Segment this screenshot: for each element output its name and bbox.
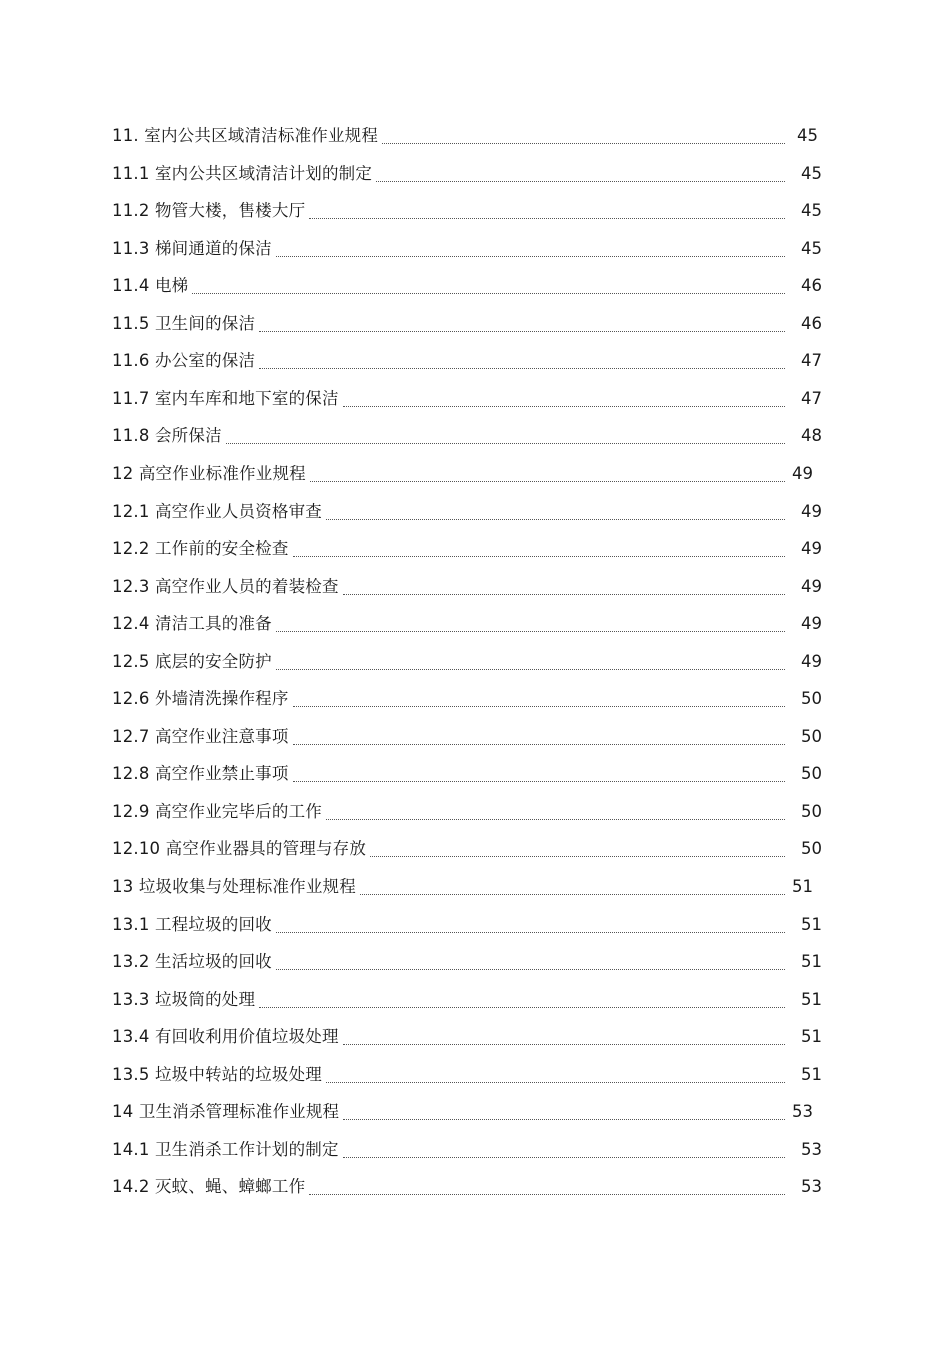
toc-entry[interactable] [0,1177,950,1205]
toc-entry-title: 13 垃圾收集与处理标准作业规程 [112,877,356,896]
toc-entry-page-number: 45 [797,126,818,145]
toc-entry-page-number: 51 [792,877,813,896]
toc-entry[interactable] [0,839,950,867]
toc-dot-leader [309,1194,785,1195]
toc-dot-leader [226,443,785,444]
toc-dot-leader [259,368,785,369]
toc-entry[interactable] [0,1065,950,1093]
toc-entry-title: 13.1 工程垃圾的回收 [112,914,272,934]
toc-entry-title: 12.3 高空作业人员的着装检查 [112,576,339,596]
toc-entry-page-number: 49 [801,614,822,634]
toc-dot-leader [276,669,785,670]
toc-entry-page-number: 50 [801,726,822,746]
toc-dot-leader [360,894,785,895]
toc-dot-leader [370,856,785,857]
toc-dot-leader [343,1044,785,1045]
toc-entry-title: 12.4 清洁工具的准备 [112,614,272,634]
toc-entry-page-number: 51 [801,1027,822,1047]
toc-entry-title: 11.3 梯间通道的保洁 [112,238,272,258]
toc-dot-leader [343,1119,785,1120]
toc-entry-page-number: 46 [801,276,822,296]
toc-entry-page-number: 49 [801,651,822,671]
toc-entry[interactable] [0,1027,950,1055]
toc-entry-title: 12.9 高空作业完毕后的工作 [112,801,322,821]
toc-dot-leader [343,406,785,407]
toc-entry-page-number: 50 [801,689,822,709]
toc-dot-leader [326,519,785,520]
toc-entry[interactable] [0,802,950,830]
toc-entry[interactable] [0,314,950,342]
toc-entry[interactable] [0,764,950,792]
toc-entry-page-number: 51 [801,952,822,972]
toc-entry-page-number: 50 [801,839,822,859]
toc-entry-page-number: 49 [792,463,813,483]
toc-entry-title: 13.2 生活垃圾的回收 [112,952,272,972]
toc-entry-page-number: 50 [801,764,822,784]
toc-entry[interactable] [0,614,950,642]
toc-dot-leader [276,932,785,933]
toc-entry-page-number: 45 [801,238,822,258]
toc-entry-title: 11.4 电梯 [112,276,189,296]
toc-entry-page-number: 51 [801,989,822,1009]
toc-entry-title: 12.1 高空作业人员资格审查 [112,501,322,521]
toc-entry-title: 12 高空作业标准作业规程 [112,463,306,483]
toc-dot-leader [309,218,785,219]
toc-dot-leader [293,744,785,745]
toc-entry-title: 11. 室内公共区域清洁标准作业规程 [112,126,379,145]
toc-entry-page-number: 50 [801,801,822,821]
toc-dot-leader [293,706,785,707]
toc-entry[interactable] [0,1102,950,1130]
toc-entry-title: 12.6 外墙清洗操作程序 [112,689,289,709]
toc-entry-page-number: 46 [801,313,822,333]
toc-entry-page-number: 45 [801,201,822,221]
toc-entry[interactable] [0,915,950,943]
toc-entry[interactable] [0,877,950,905]
toc-dot-leader [326,1082,785,1083]
toc-entry[interactable] [0,952,950,980]
toc-entry[interactable] [0,502,950,530]
toc-entry-page-number: 47 [801,351,822,371]
toc-entry-page-number: 47 [801,388,822,408]
toc-entry[interactable] [0,239,950,267]
toc-dot-leader [293,556,785,557]
toc-dot-leader [276,256,785,257]
toc-entry-title: 11.8 会所保洁 [112,426,222,446]
toc-entry[interactable] [0,689,950,717]
toc-entry-page-number: 53 [801,1177,822,1197]
toc-entry-title: 12.2 工作前的安全检查 [112,539,289,559]
toc-dot-leader [382,143,785,144]
toc-entry[interactable] [0,276,950,304]
toc-entry-title: 11.2 物管大楼，售楼大厅 [112,201,306,221]
toc-entry-page-number: 45 [801,163,822,183]
toc-entry-title: 11.6 办公室的保洁 [112,351,256,371]
toc-entry[interactable] [0,1140,950,1168]
toc-entry-page-number: 51 [801,1064,822,1084]
toc-entry-title: 14.2 灭蚊、蝇、蟑螂工作 [112,1177,306,1197]
toc-entry-page-number: 53 [801,1139,822,1159]
toc-entry-title: 12.8 高空作业禁止事项 [112,764,289,784]
toc-entry[interactable] [0,389,950,417]
toc-dot-leader [343,594,785,595]
toc-dot-leader [376,181,785,182]
toc-entry-page-number: 49 [801,539,822,559]
toc-dot-leader [259,331,785,332]
toc-entry-title: 12.7 高空作业注意事项 [112,726,289,746]
toc-entry[interactable] [0,126,950,154]
toc-entry[interactable] [0,539,950,567]
toc-entry[interactable] [0,727,950,755]
toc-dot-leader [326,819,785,820]
toc-dot-leader [276,631,785,632]
toc-entry[interactable] [0,426,950,454]
toc-entry-title: 11.5 卫生间的保洁 [112,313,256,333]
toc-dot-leader [310,481,785,482]
toc-entry[interactable] [0,201,950,229]
toc-entry[interactable] [0,351,950,379]
toc-dot-leader [259,1007,785,1008]
toc-entry[interactable] [0,652,950,680]
toc-entry-page-number: 49 [801,501,822,521]
toc-entry[interactable] [0,164,950,192]
toc-entry-title: 11.7 室内车库和地下室的保洁 [112,388,339,408]
toc-entry-page-number: 48 [801,426,822,446]
toc-entry-page-number: 49 [801,576,822,596]
toc-dot-leader [343,1157,785,1158]
toc-dot-leader [293,781,785,782]
toc-entry-title: 14 卫生消杀管理标准作业规程 [112,1102,340,1122]
toc-entry[interactable] [0,577,950,605]
toc-dot-leader [276,969,785,970]
toc-entry-page-number: 51 [801,914,822,934]
toc-entry[interactable] [0,464,950,492]
toc-entry-title: 11.1 室内公共区域清洁计划的制定 [112,163,373,183]
toc-entry-title: 13.5 垃圾中转站的垃圾处理 [112,1064,322,1084]
toc-dot-leader [192,293,785,294]
toc-entry-page-number: 53 [792,1102,813,1122]
toc-entry-title: 14.1 卫生消杀工作计划的制定 [112,1139,339,1159]
toc-entry-title: 13.4 有回收利用价值垃圾处理 [112,1027,339,1047]
toc-entry[interactable] [0,990,950,1018]
toc-entry-title: 13.3 垃圾筒的处理 [112,989,256,1009]
toc-entry-title: 12.5 底层的安全防护 [112,651,272,671]
toc-entry-title: 12.10 高空作业器具的管理与存放 [112,839,367,859]
